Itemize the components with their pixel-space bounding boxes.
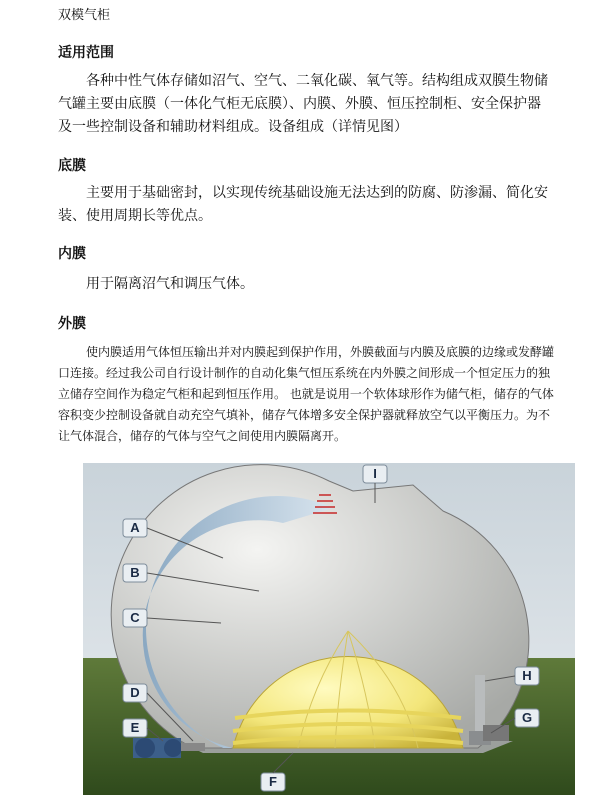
svg-text:B: B	[130, 565, 140, 580]
paragraph-inner-membrane: 用于隔离沼气和调压气体。	[86, 276, 254, 292]
svg-text:I: I	[373, 466, 377, 481]
heading-inner-membrane: 内膜	[58, 246, 86, 262]
svg-text:C: C	[130, 610, 140, 625]
heading-outer-membrane: 外膜	[58, 316, 86, 332]
svg-text:G: G	[521, 710, 533, 725]
paragraph-outer-membrane: 使内膜适用气体恒压输出并对内膜起到保护作用，外膜截面与内膜及底膜的边缘或发酵罐口连接。经过我公司自行设计制作的自动化集气恒压系统在内外膜之间形成一个恒定压力的独立储存空间作为稳定气柜和起到恒压作用。 也就是说用一个软体球形作为储气柜，储存的气体容积变少控制设备就自动充空气填补，储存气体增多安全保护器就释放空气以平衡压力。为不让气体混合，储存的气体与空气之间使用内膜隔离开。	[58, 345, 555, 443]
svg-text:F: F	[269, 774, 277, 789]
svg-text:E: E	[130, 720, 140, 735]
heading-bottom-membrane: 底膜	[58, 158, 86, 174]
paragraph-bottom-membrane: 主要用于基础密封，以实现传统基础设施无法达到的防腐、防渗漏、简化安装、使用周期长等优点。	[58, 185, 548, 224]
svg-text:H: H	[522, 668, 532, 683]
gas-holder-diagram	[83, 463, 575, 795]
svg-text:D: D	[130, 685, 140, 700]
paragraph-scope: 各种中性气体存储如沼气、空气、二氧化碳、氧气等。结构组成双膜生物储气罐主要由底膜（一体化气柜无底膜）、内膜、外膜、恒压控制柜、安全保护器及一些控制设备和辅助材料组成。设备组成（详情见图）	[58, 73, 548, 135]
heading-scope: 适用范围	[58, 45, 114, 61]
svg-text:A: A	[130, 520, 140, 535]
doc-title: 双模气柜	[58, 8, 111, 23]
